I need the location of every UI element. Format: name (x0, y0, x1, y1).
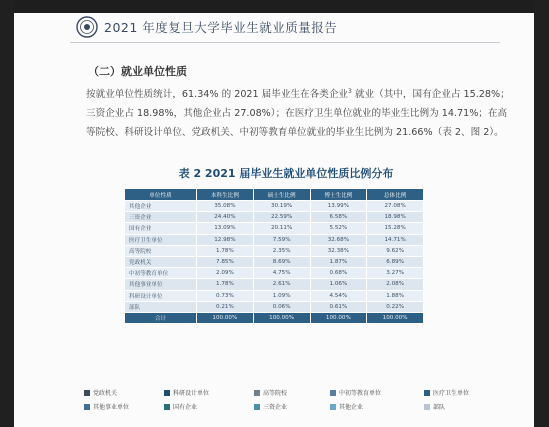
legend-swatch (84, 404, 90, 410)
chart-legend (84, 390, 524, 418)
top-dark-border (0, 0, 549, 13)
legend-label: 部队 (433, 404, 446, 411)
table-header-row (125, 189, 424, 201)
cell-total-value: 100.00% (253, 312, 310, 323)
left-dark-border (0, 0, 14, 427)
legend-label: 国有企业 (173, 404, 198, 411)
table-row (125, 223, 424, 234)
cell-category: 医疗卫生单位 (125, 234, 197, 245)
table-row (125, 201, 424, 212)
cell-total-value: 100.00% (197, 312, 254, 323)
employment-unit-table (124, 188, 424, 324)
legend-item (84, 404, 129, 412)
cell-value: 32.38% (310, 245, 367, 256)
cell-value: 0.68% (310, 268, 367, 279)
table-total-row (125, 312, 424, 323)
table-row (125, 256, 424, 267)
cell-value: 2.61% (253, 279, 310, 290)
header-master: 硕士生比例 (253, 189, 310, 201)
legend-item (84, 390, 117, 398)
cell-value: 1.78% (197, 279, 254, 290)
paragraph-text-part2: 就业（其中，国有企业占 15.28%；三资企业占 18.98%，其他企业占 27.08%）；在医疗卫生单位就业的毕业生比例为 14.71%；在高等院校、科研设计单位、党政机关、中初等教育单位就业的毕业生比例为 21.66%（表 2、图 2）。 (86, 89, 510, 139)
cell-category: 中初等教育单位 (125, 268, 197, 279)
legend-swatch (84, 390, 90, 396)
cell-value: 6.58% (310, 212, 367, 223)
legend-item (164, 404, 197, 412)
legend-label: 中初等教育单位 (339, 390, 382, 397)
legend-label: 医疗卫生单位 (433, 390, 470, 397)
table-row (125, 290, 424, 301)
university-seal-icon (76, 16, 98, 38)
cell-category: 国有企业 (125, 223, 197, 234)
legend-row (84, 390, 524, 404)
table-row (125, 212, 424, 223)
section-title: （二）就业单位性质 (88, 65, 187, 78)
legend-swatch (330, 390, 336, 396)
footnote-marker: 3 (348, 88, 352, 95)
cell-total-value: 100.00% (310, 312, 367, 323)
legend-label: 其他事业单位 (93, 404, 130, 411)
cell-value: 14.71% (367, 234, 424, 245)
legend-swatch (424, 390, 430, 396)
legend-label: 党政机关 (93, 390, 118, 397)
cell-value: 27.08% (367, 201, 424, 212)
cell-value: 1.88% (367, 290, 424, 301)
table-row (125, 245, 424, 256)
cell-value: 13.09% (197, 223, 254, 234)
paragraph-text-part1: 按就业单位性质统计，61.34% 的 2021 届毕业生在各类企业 (86, 89, 349, 101)
legend-label: 三资企业 (263, 404, 288, 411)
header-unit-type: 单位性质 (125, 189, 197, 201)
cell-value: 2.09% (197, 268, 254, 279)
legend-item (424, 404, 445, 412)
header-doctor: 博士生比例 (310, 189, 367, 201)
cell-value: 8.69% (253, 256, 310, 267)
legend-swatch (164, 390, 170, 396)
cell-value: 1.87% (310, 256, 367, 267)
cell-value: 6.89% (367, 256, 424, 267)
cell-value: 5.52% (310, 223, 367, 234)
legend-label: 高等院校 (263, 390, 288, 397)
cell-value: 0.73% (197, 290, 254, 301)
table-row (125, 268, 424, 279)
legend-label: 科研设计单位 (173, 390, 210, 397)
cell-value: 2.35% (253, 245, 310, 256)
legend-swatch (254, 390, 260, 396)
legend-item (424, 390, 469, 398)
cell-value: 4.75% (253, 268, 310, 279)
cell-value: 0.21% (197, 301, 254, 312)
cell-value: 35.08% (197, 201, 254, 212)
cell-category: 部队 (125, 301, 197, 312)
cell-value: 7.85% (197, 256, 254, 267)
table-row (125, 234, 424, 245)
cell-value: 24.40% (197, 212, 254, 223)
cell-value: 20.11% (253, 223, 310, 234)
cell-value: 1.06% (310, 279, 367, 290)
cell-value: 18.98% (367, 212, 424, 223)
cell-value: 1.09% (253, 290, 310, 301)
header-divider (70, 42, 500, 43)
cell-value: 32.68% (310, 234, 367, 245)
legend-item (254, 404, 287, 412)
cell-category: 其他企业 (125, 201, 197, 212)
cell-value: 3.27% (367, 268, 424, 279)
cell-total-label: 合计 (125, 312, 197, 323)
legend-swatch (330, 404, 336, 410)
cell-category: 高等院校 (125, 245, 197, 256)
body-paragraph (86, 82, 516, 142)
legend-label: 其他企业 (339, 404, 364, 411)
cell-value: 7.59% (253, 234, 310, 245)
legend-item (254, 390, 287, 398)
header-undergrad: 本科生比例 (197, 189, 254, 201)
cell-value: 0.22% (367, 301, 424, 312)
cell-value: 2.08% (367, 279, 424, 290)
table-row (125, 279, 424, 290)
cell-value: 4.54% (310, 290, 367, 301)
table-title: 表 2 2021 届毕业生就业单位性质比例分布 (178, 167, 394, 180)
report-header-title: 2021 年度复旦大学毕业生就业质量报告 (104, 20, 338, 35)
legend-swatch (424, 404, 430, 410)
legend-item (330, 390, 381, 398)
cell-value: 0.61% (310, 301, 367, 312)
table-row (125, 301, 424, 312)
cell-category: 科研设计单位 (125, 290, 197, 301)
cell-value: 22.59% (253, 212, 310, 223)
cell-value: 15.28% (367, 223, 424, 234)
header-overall: 总体比例 (367, 189, 424, 201)
legend-item (330, 404, 363, 412)
cell-value: 1.78% (197, 245, 254, 256)
cell-value: 30.19% (253, 201, 310, 212)
cell-category: 党政机关 (125, 256, 197, 267)
cell-category: 其他事业单位 (125, 279, 197, 290)
cell-value: 13.99% (310, 201, 367, 212)
legend-swatch (254, 404, 260, 410)
legend-row (84, 404, 524, 418)
legend-swatch (164, 404, 170, 410)
cell-value: 0.06% (253, 301, 310, 312)
cell-value: 12.98% (197, 234, 254, 245)
cell-value: 9.62% (367, 245, 424, 256)
cell-total-value: 100.00% (367, 312, 424, 323)
cell-category: 三资企业 (125, 212, 197, 223)
legend-item (164, 390, 209, 398)
right-dark-border (534, 0, 549, 427)
